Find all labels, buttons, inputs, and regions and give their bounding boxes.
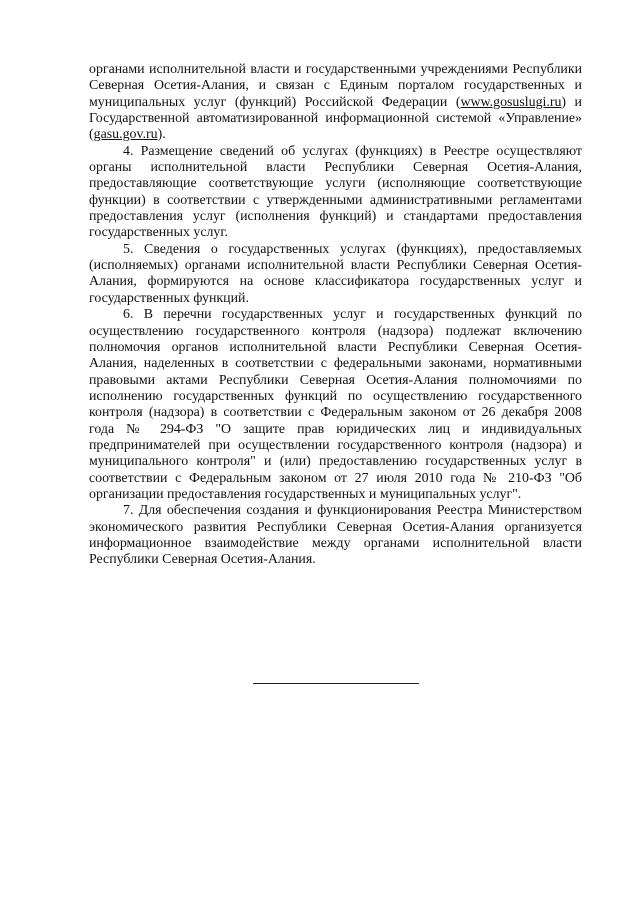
gasu-link[interactable]: gasu.gov.ru — [93, 127, 158, 143]
paragraph-4: 4. Размещение сведений об услугах (функциях) в Реестре осуществляют органы исполнительной власти Республики Северная Осетия-Алания, предоставляющие соответствующие услуги (исполняющие соответствующие функции) в соответствии с утвержденными административными регламентами предоставления услуг (исполнения функций) и стандартами предоставления государственных услуг. — [89, 143, 582, 241]
paragraph-text: ) и Государственной автоматизированной информационной системой «Управление» ( — [89, 94, 582, 143]
end-divider-line — [253, 683, 419, 684]
paragraph-text: ). — [157, 127, 166, 143]
paragraph-continued — [89, 62, 582, 144]
paragraph-7: 7. Для обеспечения создания и функционирования Реестра Министерством экономического развития Республики Северная Осетия-Алания организуется информационное взаимодействие между органами исполнительной власти Республики Северная Осетия-Алания. — [89, 503, 582, 568]
paragraph-6: 6. В перечни государственных услуг и государственных функций по осуществлению государственного контроля (надзора) подлежат включению полномочия органов исполнительной власти Республики Северная Осетия-Алания, наделенных в соответствии с федеральными законами, нормативными правовыми актами Республики Северная Осетия-Алания полномочиями по исполнению государственных функций по осуществлению государственного контроля (надзора) в соответствии с Федеральным законом от 26 декабря 2008 года № 294-ФЗ "О защите прав юридических лиц и индивидуальных предпринимателей при осуществлении государственного контроля (надзора) и муниципального контроля" и (или) предоставлению государственных услуг в соответствии с Федеральным законом от 27 июля 2010 года № 210-ФЗ "Об организации предоставления государственных и муниципальных услуг". — [89, 307, 582, 502]
paragraph-5: 5. Сведения о государственных услугах (функциях), предоставляемых (исполняемых) органами исполнительной власти Республики Северная Осетия-Алания, формируются на основе классификатора государственных услуг и государственных функций. — [89, 241, 582, 306]
gosuslugi-link[interactable]: www.gosuslugi.ru — [460, 94, 562, 110]
paragraph-text: органами исполнительной власти и государственными учреждениями Республики Северная Осетия-Алания, и связан с Единым порталом государственных и муниципальных услуг (функций) Российской Федерации ( — [89, 62, 582, 110]
document-body — [89, 62, 582, 569]
